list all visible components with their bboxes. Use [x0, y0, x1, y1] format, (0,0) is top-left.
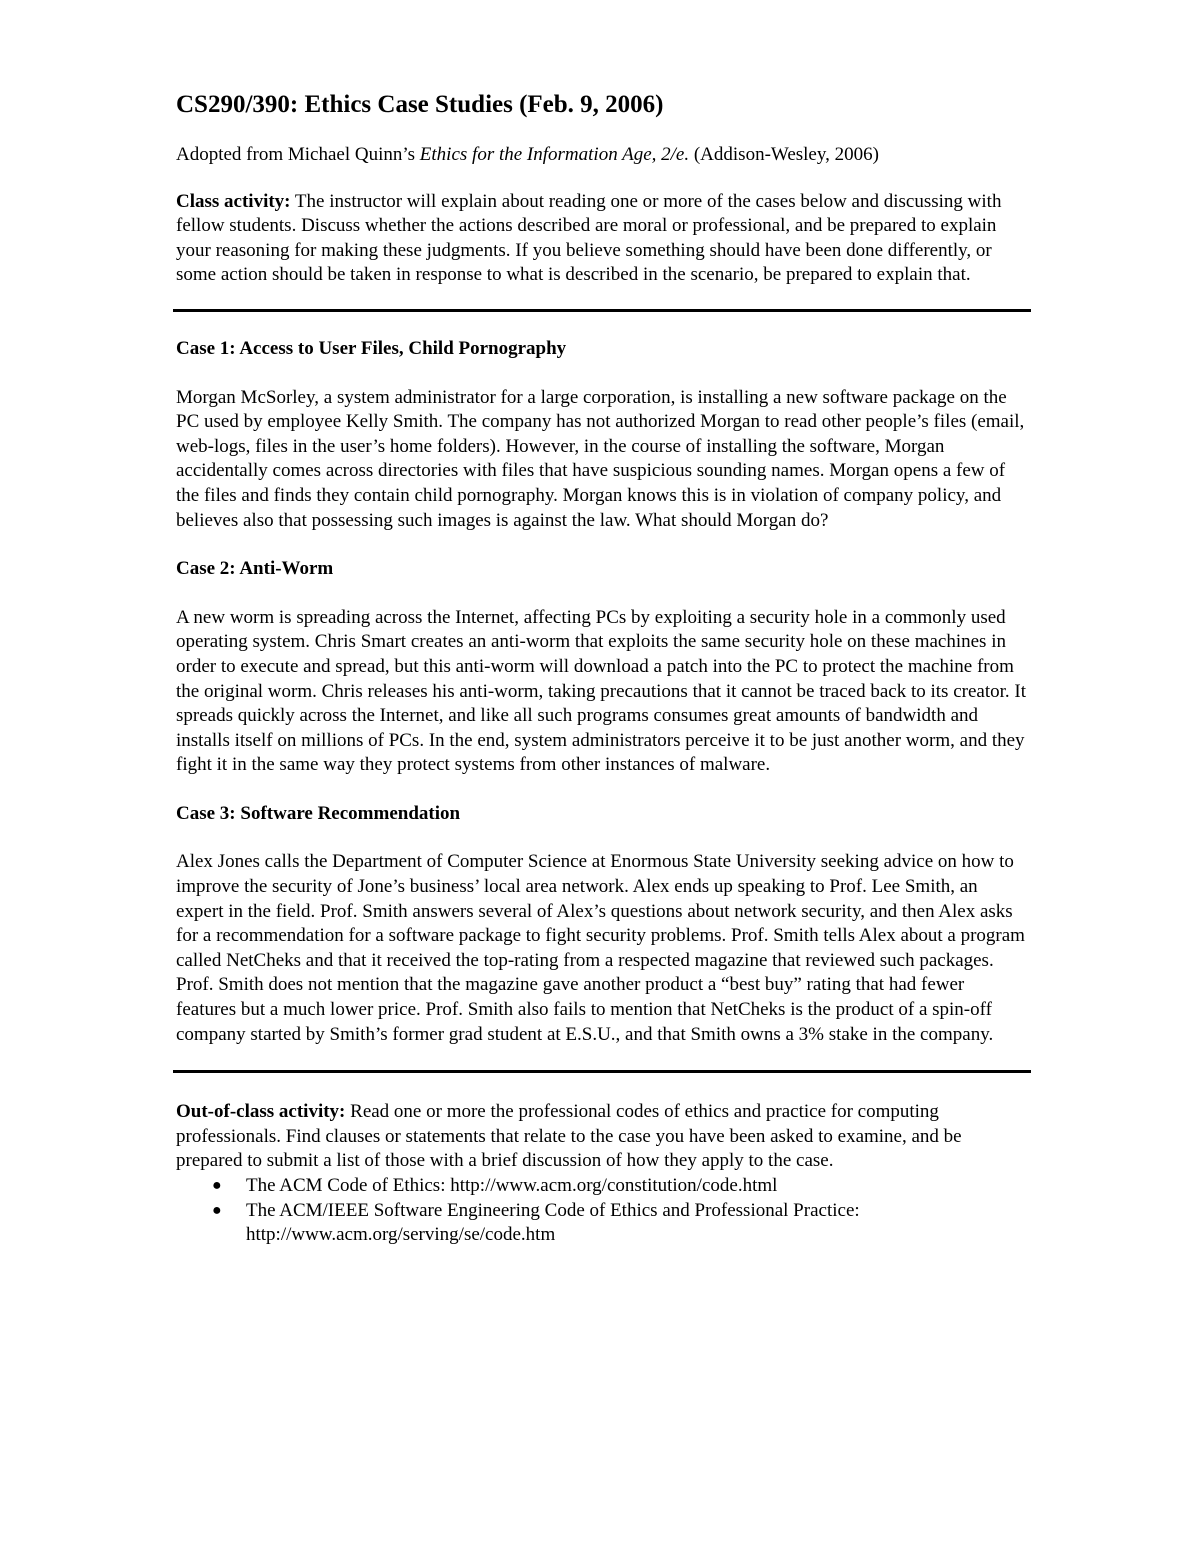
- section-divider: [173, 309, 1031, 312]
- case-3: [176, 802, 1028, 1047]
- list-item: [212, 1199, 1028, 1248]
- case-body: A new worm is spreading across the Internet, affecting PCs by exploiting a security hole in a commonly used operating system. Chris Smart creates an anti-worm that exploits the same security hole on these machines in order to execute and spread, but this anti-worm will download a patch into the PC to protect the machine from the original worm. Chris releases his anti-worm, taking precautions that it cannot be traced back to its creator. It spreads quickly across the Internet, and like all such programs consumes great amounts of bandwidth and installs itself on millions of PCs. In the end, system administrators perceive it to be just another worm, and they fight it in the same way they protect systems from other instances of malware.: [176, 606, 1026, 776]
- document-title: CS290/390: Ethics Case Studies (Feb. 9, 2006): [176, 91, 664, 118]
- section-divider: [173, 1070, 1031, 1073]
- out-of-class-label: Out-of-class activity:: [176, 1101, 346, 1123]
- class-activity: [176, 190, 1028, 288]
- case-title: Case 1: Access to User Files, Child Pornography: [176, 337, 567, 359]
- case-1: [176, 337, 1028, 533]
- attribution: [176, 143, 1028, 168]
- book-title: Ethics for the Information Age, 2/e.: [419, 144, 690, 165]
- bullet-icon: ●: [212, 1177, 222, 1194]
- out-of-class-text: Read one or more the professional codes of ethics and practice for computing professionals. Find clauses or statements that relate to the case you have been asked to examine, and be prepared to submit a list of those with a brief discussion of how they apply to the case.: [176, 1101, 962, 1172]
- case-2: [176, 557, 1028, 778]
- code-link-se[interactable]: The ACM/IEEE Software Engineering Code of Ethics and Professional Practice: http://www.acm.org/serving/se/code.htm: [246, 1199, 860, 1246]
- class-activity-text: The instructor will explain about reading one or more of the cases below and discussing with fellow students. Discuss whether the actions described are moral or professional, and be prepared to explain your reasoning for making these judgments. If you believe something should have been done differently, or some action should be taken in response to what is described in the scenario, be prepared to explain that.: [176, 190, 1002, 286]
- out-of-class-activity: [176, 1100, 1028, 1174]
- list-item: [212, 1174, 1028, 1199]
- case-title: Case 2: Anti-Worm: [176, 558, 334, 580]
- class-activity-label: Class activity:: [176, 190, 291, 212]
- code-links-list: [176, 1174, 1028, 1248]
- code-link-acm[interactable]: The ACM Code of Ethics: http://www.acm.org/constitution/code.html: [246, 1175, 778, 1196]
- case-body: Morgan McSorley, a system administrator for a large corporation, is installing a new software package on the PC used by employee Kelly Smith. The company has not authorized Morgan to read other people’s files (email, web-logs, files in the user’s home folders). However, in the course of installing the software, Morgan accidentally comes across directories with files that have suspicious sounding names. Morgan opens a few of the files and finds they contain child pornography. Morgan knows this is in violation of company policy, and believes also that possessing such images is against the law. What should Morgan do?: [176, 386, 1025, 531]
- attribution-prefix: Adopted from Michael Quinn’s: [176, 144, 420, 165]
- case-title: Case 3: Software Recommendation: [176, 802, 461, 824]
- bullet-icon: ●: [212, 1201, 222, 1219]
- attribution-suffix: (Addison-Wesley, 2006): [689, 144, 879, 165]
- case-body: Alex Jones calls the Department of Computer Science at Enormous State University seeking advice on how to improve the security of Jone’s business’ local area network. Alex ends up speaking to Prof. Lee Smith, an expert in the field. Prof. Smith answers several of Alex’s questions about network security, and then Alex asks for a recommendation for a software package to fight security problems. Prof. Smith tells Alex about a program called NetCheks and that it received the top-rating from a respected magazine that reviewed such packages. Prof. Smith does not mention that the magazine gave another product a “best buy” rating that had fewer features but a much lower price. Prof. Smith also fails to mention that NetCheks is the product of a spin-off company started by Smith’s former grad student at E.S.U., and that Smith owns a 3% stake in the company.: [176, 851, 1025, 1045]
